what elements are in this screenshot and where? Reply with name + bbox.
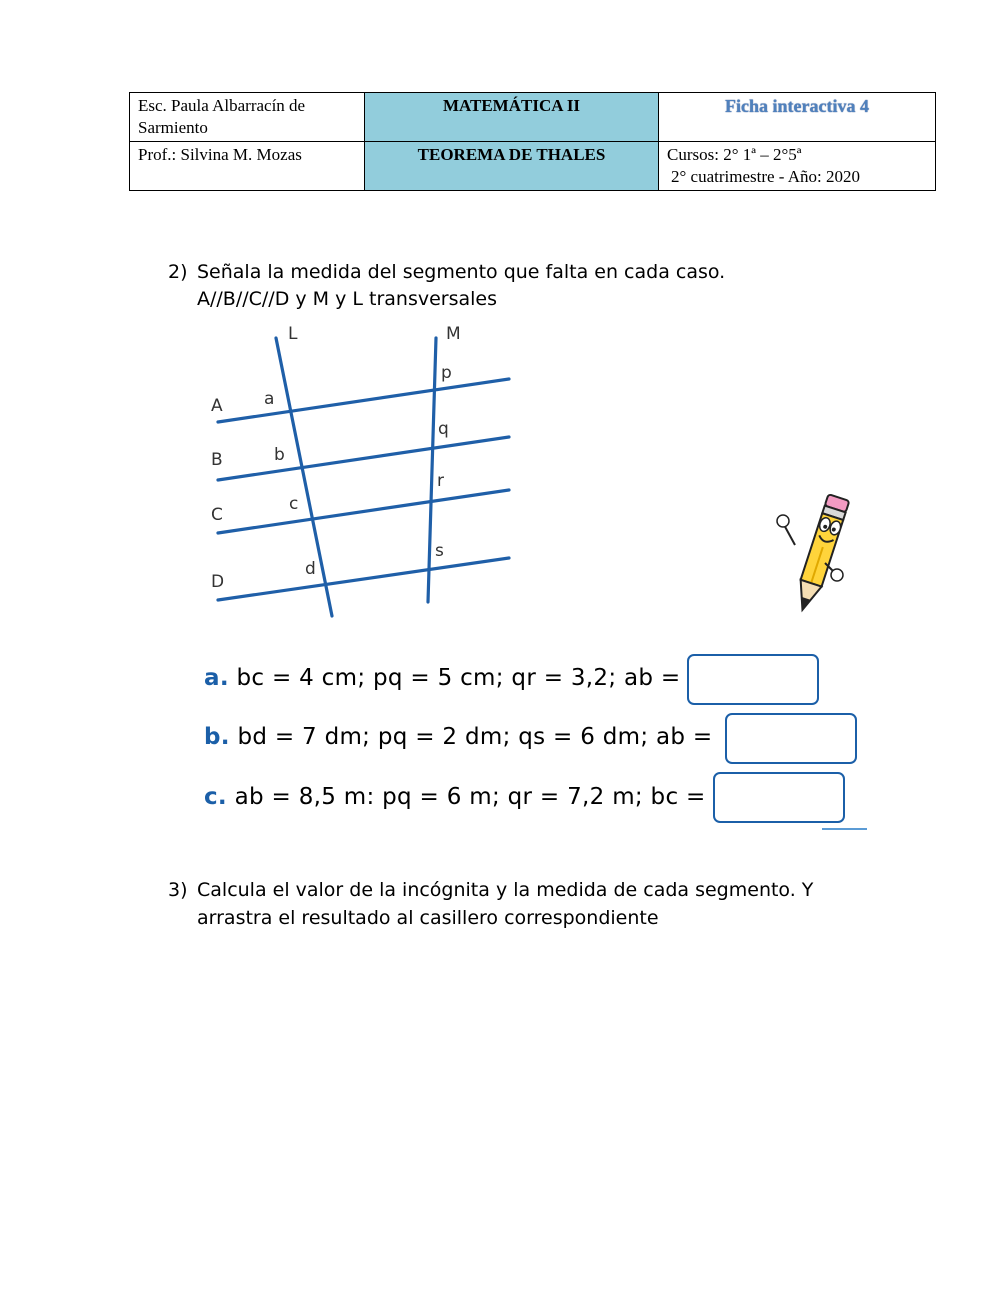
line-L <box>276 338 332 616</box>
worksheet-title: Ficha interactiva 4 <box>659 93 936 142</box>
line-M <box>428 338 436 602</box>
label-A: A <box>211 396 223 416</box>
label-r: r <box>437 471 444 491</box>
exercise-a-text: bc = 4 cm; pq = 5 cm; qr = 3,2; ab = <box>236 665 681 691</box>
answer-box-b[interactable] <box>725 713 857 764</box>
school-name: Esc. Paula Albarracín de Sarmiento <box>130 93 365 142</box>
question-3-number: 3) <box>168 879 188 901</box>
exercise-c-label: c. <box>204 784 227 810</box>
label-s: s <box>435 541 444 561</box>
line-B <box>218 437 509 480</box>
question-2-subtext: A//B//C//D y M y L transversales <box>197 288 498 310</box>
exercise-b <box>204 724 713 750</box>
header-table <box>129 92 936 191</box>
topic-title: TEOREMA DE THALES <box>365 142 659 191</box>
exercise-c <box>204 784 706 810</box>
line-D <box>218 558 509 600</box>
thales-diagram <box>200 320 520 630</box>
label-B: B <box>211 450 223 470</box>
courses: Cursos: 2° 1ª – 2°5ª <box>667 145 802 164</box>
question-3-subtext: arrastra el resultado al casillero correspondiente <box>197 907 659 929</box>
exercise-a <box>204 665 681 691</box>
line-C <box>218 490 509 533</box>
course-info <box>659 142 936 191</box>
label-q: q <box>438 419 449 439</box>
label-M: M <box>446 324 461 344</box>
exercise-c-text: ab = 8,5 m: pq = 6 m; qr = 7,2 m; bc = <box>234 784 706 810</box>
label-b: b <box>274 445 285 465</box>
question-2-number: 2) <box>168 261 188 283</box>
exercise-a-label: a. <box>204 665 229 691</box>
label-D: D <box>211 572 225 592</box>
label-d: d <box>305 559 316 579</box>
label-a: a <box>264 389 275 409</box>
answer-box-c[interactable] <box>713 772 845 823</box>
subject-title: MATEMÁTICA II <box>365 93 659 142</box>
label-L: L <box>288 324 298 344</box>
line-A <box>218 379 509 422</box>
exercise-b-text: bd = 7 dm; pq = 2 dm; qs = 6 dm; ab = <box>237 724 713 750</box>
divider-line <box>822 828 867 830</box>
question-3-text: Calcula el valor de la incógnita y la medida de cada segmento. Y <box>197 879 814 901</box>
term: 2° cuatrimestre - Año: 2020 <box>671 167 861 186</box>
label-C: C <box>211 505 223 525</box>
question-2-text: Señala la medida del segmento que falta en cada caso. <box>197 261 726 283</box>
label-c: c <box>289 494 299 514</box>
pencil-mascot <box>775 485 850 620</box>
answer-box-a[interactable] <box>687 654 819 705</box>
teacher-name: Prof.: Silvina M. Mozas <box>130 142 365 191</box>
exercise-b-label: b. <box>204 724 230 750</box>
label-p: p <box>441 363 452 383</box>
